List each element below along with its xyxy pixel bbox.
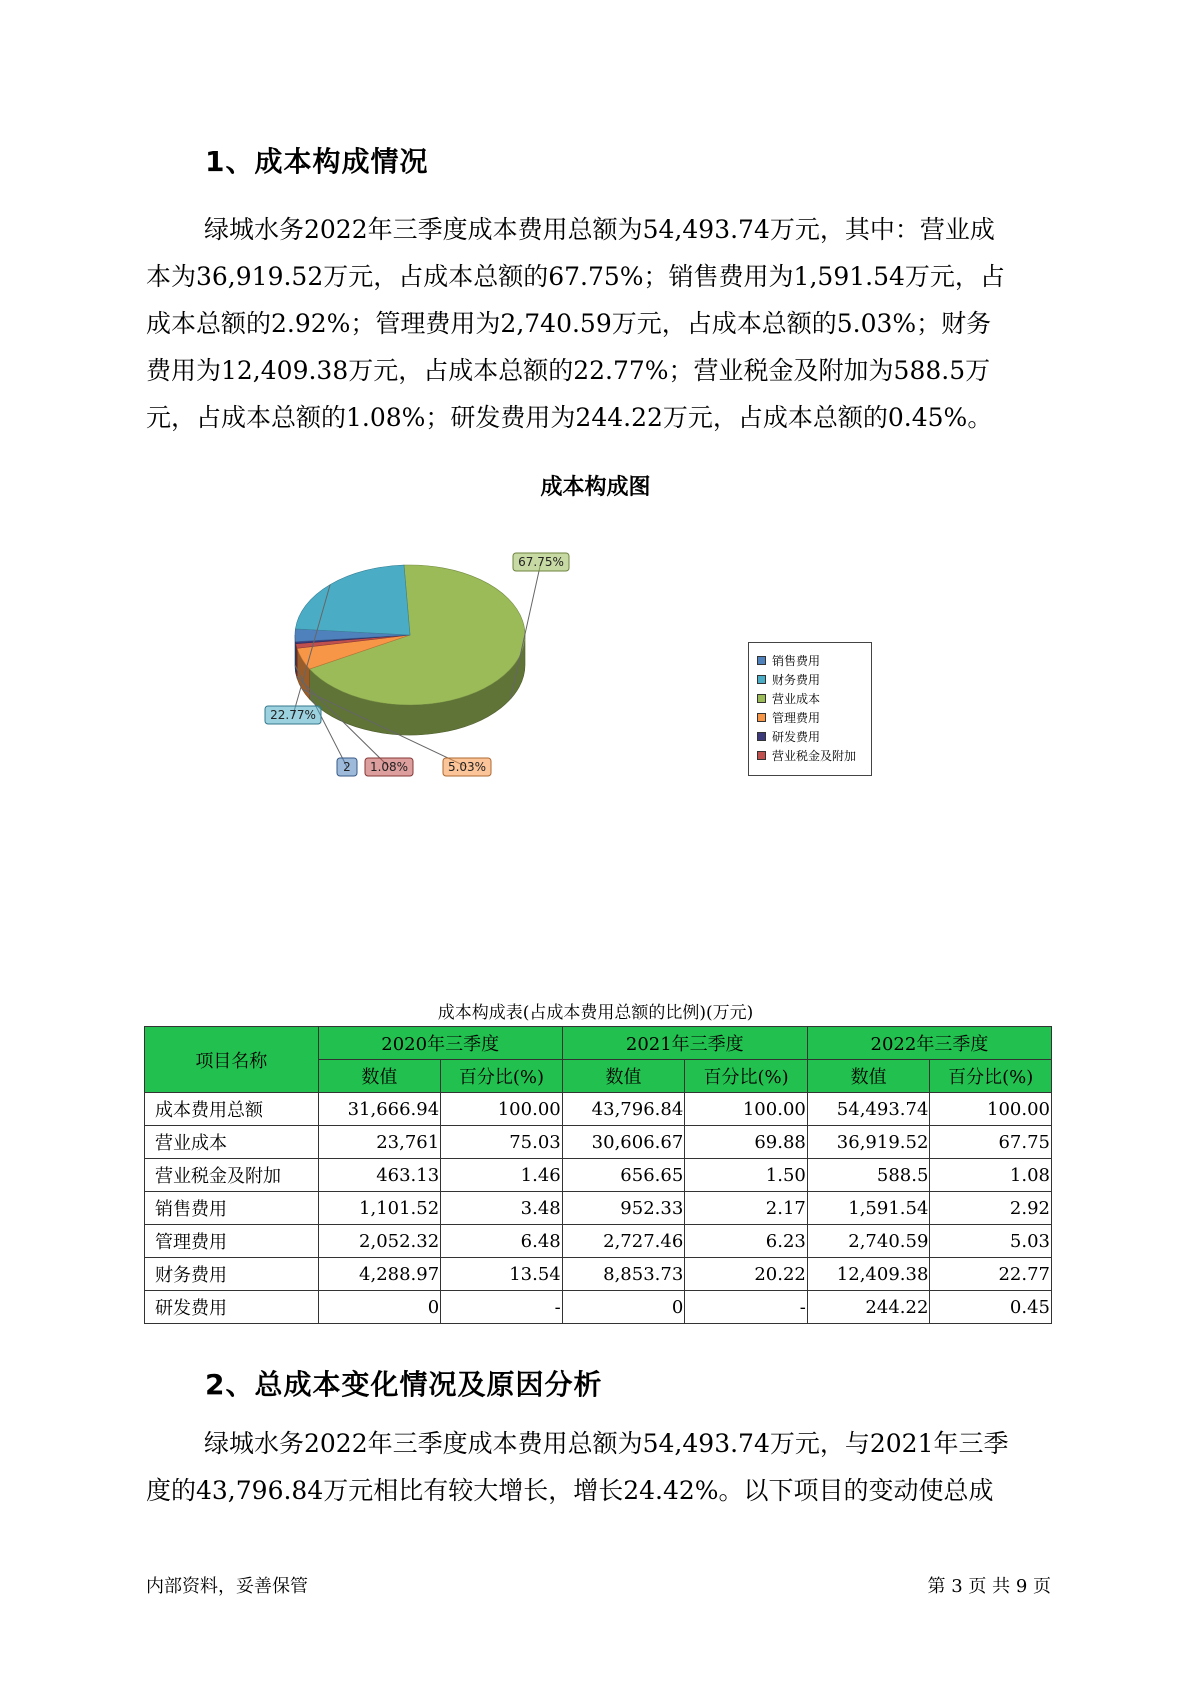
header-value: 数值 — [562, 1060, 685, 1093]
table-cell: 100.00 — [685, 1093, 808, 1126]
table-cell: 2,740.59 — [807, 1225, 930, 1258]
table-cell: 2,727.46 — [562, 1225, 685, 1258]
header-value: 数值 — [318, 1060, 441, 1093]
table-cell: 100.00 — [441, 1093, 563, 1126]
paragraph-line: 成本总额的2.92%；管理费用为2,740.59万元，占成本总额的5.03%；财务 — [146, 309, 992, 338]
data-label: 1.08% — [369, 760, 409, 774]
table-body — [145, 1093, 1052, 1324]
chart-legend — [748, 642, 872, 776]
row-label: 研发费用 — [145, 1291, 319, 1324]
table-cell: 6.48 — [441, 1225, 563, 1258]
table-cell: 8,853.73 — [562, 1258, 685, 1291]
legend-swatch — [757, 713, 766, 722]
section-1-paragraph — [146, 206, 1056, 441]
legend-label: 营业成本 — [772, 692, 821, 706]
table-cell: 2.17 — [685, 1192, 808, 1225]
table-cell: 1,591.54 — [807, 1192, 930, 1225]
table-cell: 43,796.84 — [562, 1093, 685, 1126]
legend-item — [757, 708, 871, 727]
header-period: 2021年三季度 — [562, 1027, 807, 1060]
legend-label: 营业税金及附加 — [772, 749, 857, 763]
legend-item — [757, 746, 871, 765]
pie-slice — [295, 565, 410, 635]
table-cell: 1,101.52 — [318, 1192, 441, 1225]
footer-page-number: 第 3 页 共 9 页 — [927, 1576, 1051, 1597]
data-label: 2 — [343, 760, 351, 774]
header-period: 2022年三季度 — [807, 1027, 1051, 1060]
legend-swatch — [757, 656, 766, 665]
legend-label: 管理费用 — [772, 711, 821, 725]
paragraph-line: 本为36,919.52万元，占成本总额的67.75%；销售费用为1,591.54万元，占 — [146, 262, 1005, 291]
row-label: 财务费用 — [145, 1258, 319, 1291]
paragraph-line: 绿城水务2022年三季度成本费用总额为54,493.74万元，与2021年三季 — [204, 1429, 1009, 1458]
paragraph-line: 绿城水务2022年三季度成本费用总额为54,493.74万元，其中：营业成 — [204, 215, 995, 244]
table-cell: 2,052.32 — [318, 1225, 441, 1258]
legend-item — [757, 689, 871, 708]
table-caption: 成本构成表(占成本费用总额的比例)(万元) — [437, 1003, 754, 1023]
table-cell: 23,761 — [318, 1126, 441, 1159]
table-cell: 36,919.52 — [807, 1126, 930, 1159]
table-cell: 588.5 — [807, 1159, 930, 1192]
header-percent: 百分比(%) — [930, 1060, 1052, 1093]
legend-swatch — [757, 732, 766, 741]
header-value: 数值 — [807, 1060, 930, 1093]
legend-swatch — [757, 675, 766, 684]
chart-title: 成本构成图 — [540, 475, 651, 500]
data-label: 5.03% — [447, 760, 487, 774]
table-cell: 67.75 — [930, 1126, 1052, 1159]
legend-item — [757, 727, 871, 746]
table-cell: 3.48 — [441, 1192, 563, 1225]
header-period: 2020年三季度 — [318, 1027, 562, 1060]
cost-structure-table — [144, 1026, 1052, 1324]
table-row — [145, 1126, 1052, 1159]
row-label: 管理费用 — [145, 1225, 319, 1258]
table-cell: 0.45 — [930, 1291, 1052, 1324]
table-cell: 5.03 — [930, 1225, 1052, 1258]
table-cell: 6.23 — [685, 1225, 808, 1258]
legend-swatch — [757, 694, 766, 703]
footer-confidential: 内部资料，妥善保管 — [146, 1576, 308, 1597]
table-cell: 0 — [318, 1291, 441, 1324]
section-1-heading: 1、成本构成情况 — [205, 145, 429, 178]
table-cell: - — [685, 1291, 808, 1324]
table-row — [145, 1159, 1052, 1192]
paragraph-line: 费用为12,409.38万元，占成本总额的22.77%；营业税金及附加为588.5万 — [146, 356, 991, 385]
legend-label: 研发费用 — [772, 730, 821, 744]
data-label: 67.75% — [518, 555, 564, 569]
table-cell: 20.22 — [685, 1258, 808, 1291]
table-cell: 100.00 — [930, 1093, 1052, 1126]
header-percent: 百分比(%) — [685, 1060, 808, 1093]
legend-item — [757, 670, 871, 689]
table-cell: 22.77 — [930, 1258, 1052, 1291]
row-label: 营业成本 — [145, 1126, 319, 1159]
section-2-heading: 2、总成本变化情况及原因分析 — [205, 1368, 603, 1401]
table-cell: 13.54 — [441, 1258, 563, 1291]
table-cell: 1.50 — [685, 1159, 808, 1192]
table-cell: 75.03 — [441, 1126, 563, 1159]
row-label: 成本费用总额 — [145, 1093, 319, 1126]
legend-item — [757, 651, 871, 670]
pie-chart — [235, 535, 635, 795]
table-cell: 244.22 — [807, 1291, 930, 1324]
table-cell: 2.92 — [930, 1192, 1052, 1225]
table-row — [145, 1225, 1052, 1258]
table-cell: 12,409.38 — [807, 1258, 930, 1291]
table-cell: 69.88 — [685, 1126, 808, 1159]
table-row — [145, 1093, 1052, 1126]
table-cell: 463.13 — [318, 1159, 441, 1192]
table-cell: 0 — [562, 1291, 685, 1324]
table-cell: 952.33 — [562, 1192, 685, 1225]
table-cell: 54,493.74 — [807, 1093, 930, 1126]
header-percent: 百分比(%) — [441, 1060, 563, 1093]
table-cell: - — [441, 1291, 563, 1324]
row-label: 营业税金及附加 — [145, 1159, 319, 1192]
section-2-paragraph — [146, 1420, 1056, 1514]
table-row — [145, 1192, 1052, 1225]
table-row — [145, 1291, 1052, 1324]
row-label: 销售费用 — [145, 1192, 319, 1225]
header-item-name: 项目名称 — [145, 1027, 319, 1093]
legend-swatch — [757, 751, 766, 760]
table-cell: 30,606.67 — [562, 1126, 685, 1159]
paragraph-line: 元，占成本总额的1.08%；研发费用为244.22万元，占成本总额的0.45%。 — [146, 403, 993, 432]
table-cell: 1.46 — [441, 1159, 563, 1192]
table-cell: 656.65 — [562, 1159, 685, 1192]
table-cell: 31,666.94 — [318, 1093, 441, 1126]
legend-label: 财务费用 — [772, 673, 821, 687]
data-label: 22.77% — [270, 708, 316, 722]
paragraph-line: 度的43,796.84万元相比有较大增长，增长24.42%。以下项目的变动使总成 — [146, 1476, 994, 1505]
table-row — [145, 1258, 1052, 1291]
legend-label: 销售费用 — [772, 654, 821, 668]
table-cell: 4,288.97 — [318, 1258, 441, 1291]
table-cell: 1.08 — [930, 1159, 1052, 1192]
